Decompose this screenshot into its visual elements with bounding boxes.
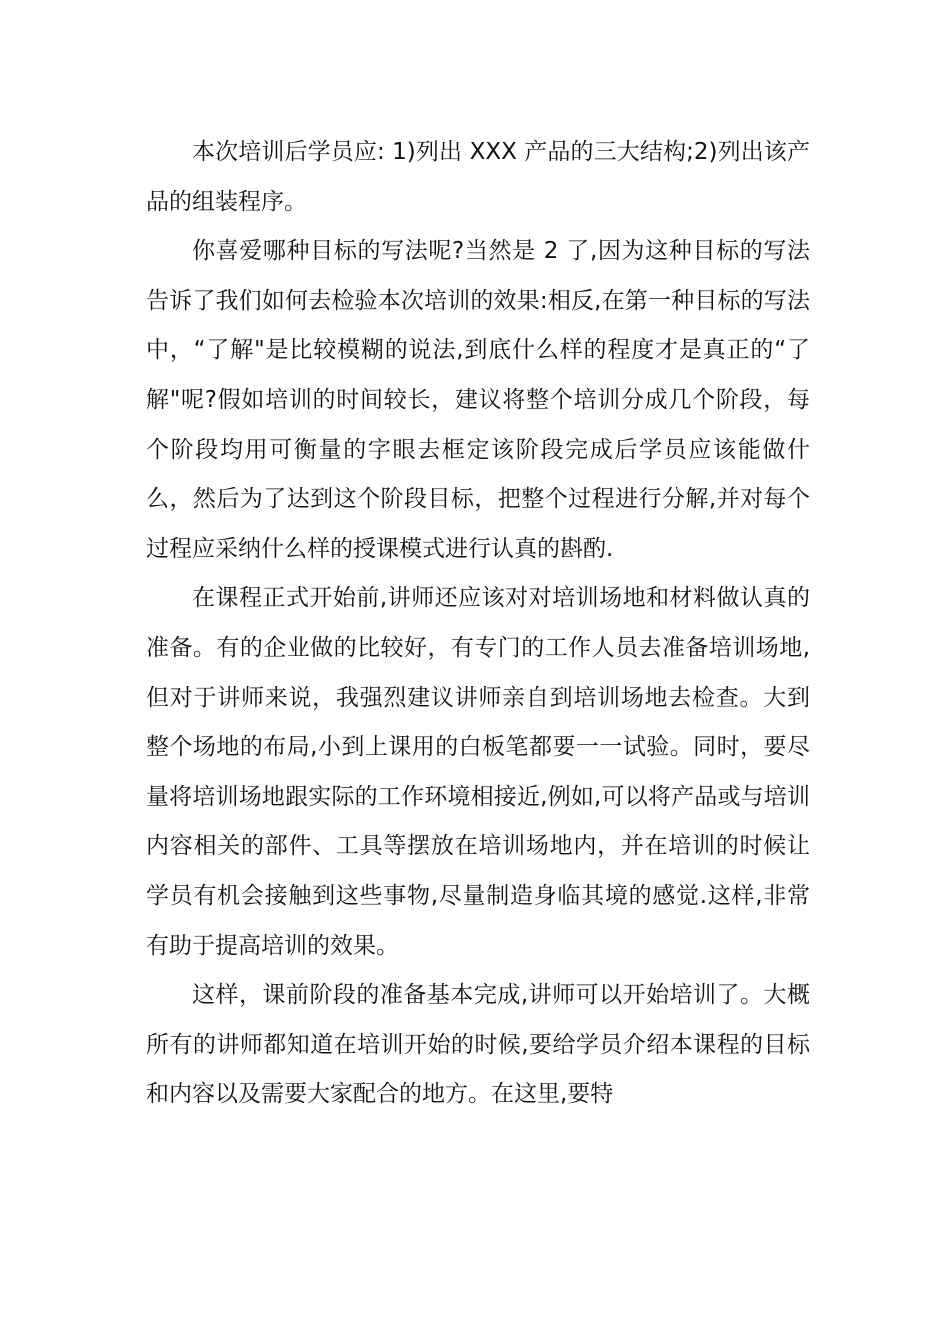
paragraph-2: 你喜爱哪种目标的写法呢?当然是 2 了,因为这种目标的写法告诉了我们如何去检验本次培训的效果:相反,在第一种目标的写法中，“了解"是比较模糊的说法,到底什么样的程度才是真正的“了解"呢?假如培训的时间较长，建议将整个培训分成几个阶段，每个阶段均用可衡量的字眼去框定该阶段完成后学员应该能做什么，然后为了达到这个阶段目标，把整个过程进行分解,并对每个过程应采纳什么样的授课模式进行认真的斟酌. [146, 238, 810, 562]
paragraph-4: 这样，课前阶段的准备基本完成,讲师可以开始培训了。大概所有的讲师都知道在培训开始的时候,要给学员介绍本课程的目标和内容以及需要大家配合的地方。在这里,要特 [146, 982, 810, 1108]
body-text [146, 128, 810, 1120]
paragraph-1: 本次培训后学员应: 1)列出 XXX 产品的三大结构;2)列出该产品的组装程序。 [146, 139, 810, 215]
paragraph-3: 在课程正式开始前,讲师还应该对对培训场地和材料做认真的准备。有的企业做的比较好，有专门的工作人员去准备培训场地,但对于讲师来说，我强烈建议讲师亲自到培训场地去检查。大到整个场地的布局,小到上课用的白板笔都要一一试验。同时，要尽量将培训场地跟实际的工作环境相接近,例如,可以将产品或与培训内容相关的部件、工具等摆放在培训场地内，并在培训的时候让学员有机会接触到这些事物,尽量制造身临其境的感觉.这样,非常有助于提高培训的效果。 [146, 585, 810, 959]
